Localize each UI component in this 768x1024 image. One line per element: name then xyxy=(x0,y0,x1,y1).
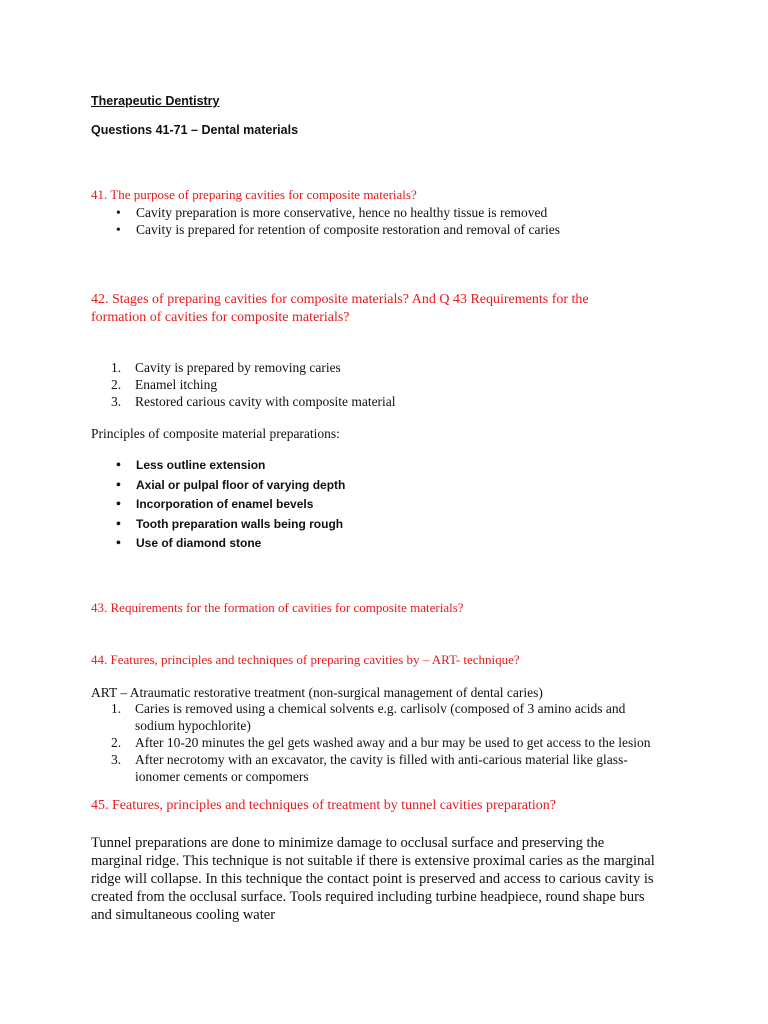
list-item xyxy=(116,221,676,238)
list-item xyxy=(111,751,691,785)
paragraph-line: created from the occlusal surface. Tools required including turbine headpiece, round shape burs xyxy=(91,889,645,905)
list-item xyxy=(111,734,691,751)
list-item-line: Caries is removed using a chemical solvents e.g. carlisolv (composed of 3 amino acids and xyxy=(135,701,626,716)
bullet-icon: • xyxy=(116,516,121,532)
art-steps-list xyxy=(111,700,691,785)
list-item xyxy=(116,458,516,478)
list-item-text: Restored carious cavity with composite material xyxy=(135,394,396,409)
question-44: 44. Features, principles and techniques of preparing cavities by – ART- technique? xyxy=(91,652,520,667)
list-item xyxy=(111,359,671,376)
bullet-icon: • xyxy=(116,536,121,552)
list-item xyxy=(116,536,516,556)
question-41: 41. The purpose of preparing cavities for composite materials? xyxy=(91,187,417,202)
q41-answer-list xyxy=(116,204,676,238)
list-item-text: Tooth preparation walls being rough xyxy=(136,516,344,531)
question-43: 43. Requirements for the formation of cavities for composite materials? xyxy=(91,600,464,615)
list-item xyxy=(111,393,671,410)
art-intro: ART – Atraumatic restorative treatment (non-surgical management of dental caries) xyxy=(91,685,543,700)
principles-list xyxy=(116,458,516,556)
principles-intro: Principles of composite material preparations: xyxy=(91,426,340,441)
paragraph-line: Tunnel preparations are done to minimize damage to occlusal surface and preserving the xyxy=(91,835,605,851)
list-number: 3. xyxy=(111,752,122,767)
list-item-line: sodium hypochlorite) xyxy=(135,718,251,733)
list-number: 1. xyxy=(111,360,122,375)
list-item-text: Cavity preparation is more conservative, hence no healthy tissue is removed xyxy=(136,205,548,220)
paragraph-line: ridge will collapse. In this technique the contact point is preserved and access to carious cavity is xyxy=(91,871,654,887)
list-item-text: Less outline extension xyxy=(136,458,266,472)
bullet-icon: • xyxy=(116,458,121,473)
list-item xyxy=(111,700,691,734)
paragraph-line: marginal ridge. This technique is not suitable if there is extensive proximal caries as the marginal xyxy=(91,853,655,869)
bullet-icon: • xyxy=(116,222,121,237)
list-item-line: After 10-20 minutes the gel gets washed away and a bur may be used to get access to the lesion xyxy=(135,735,651,750)
list-item-text: Cavity is prepared by removing caries xyxy=(135,360,341,375)
question-45: 45. Features, principles and techniques of treatment by tunnel cavities preparation? xyxy=(91,798,556,813)
tunnel-paragraph xyxy=(91,834,711,924)
list-item-line: After necrotomy with an excavator, the cavity is filled with anti-carious material like glass- xyxy=(135,752,628,767)
list-number: 2. xyxy=(111,735,122,750)
list-item-text: Enamel itching xyxy=(135,377,218,392)
list-number: 1. xyxy=(111,701,122,716)
list-item xyxy=(116,497,516,517)
document-subtitle: Questions 41-71 – Dental materials xyxy=(91,123,299,137)
list-item xyxy=(116,478,516,498)
bullet-icon: • xyxy=(116,205,121,220)
list-item-text: Use of diamond stone xyxy=(136,536,262,551)
document-title: Therapeutic Dentistry xyxy=(91,94,220,108)
list-number: 3. xyxy=(111,394,122,409)
paragraph-line: and simultaneous cooling water xyxy=(91,907,276,923)
bullet-icon: • xyxy=(116,477,121,493)
question-42: 42. Stages of preparing cavities for composite materials? And Q 43 Requirements for the formation of cavities for composite materials? xyxy=(91,292,589,325)
list-item xyxy=(116,204,676,221)
list-item xyxy=(116,517,516,537)
bullet-icon: • xyxy=(116,497,121,513)
list-item-line: ionomer cements or compomers xyxy=(135,769,309,784)
list-item-text: Incorporation of enamel bevels xyxy=(136,497,314,512)
list-item-text: Axial or pulpal floor of varying depth xyxy=(136,477,346,492)
list-item xyxy=(111,376,671,393)
list-number: 2. xyxy=(111,377,122,392)
list-item-text: Cavity is prepared for retention of composite restoration and removal of caries xyxy=(136,222,560,237)
q42-steps-list xyxy=(111,359,671,410)
